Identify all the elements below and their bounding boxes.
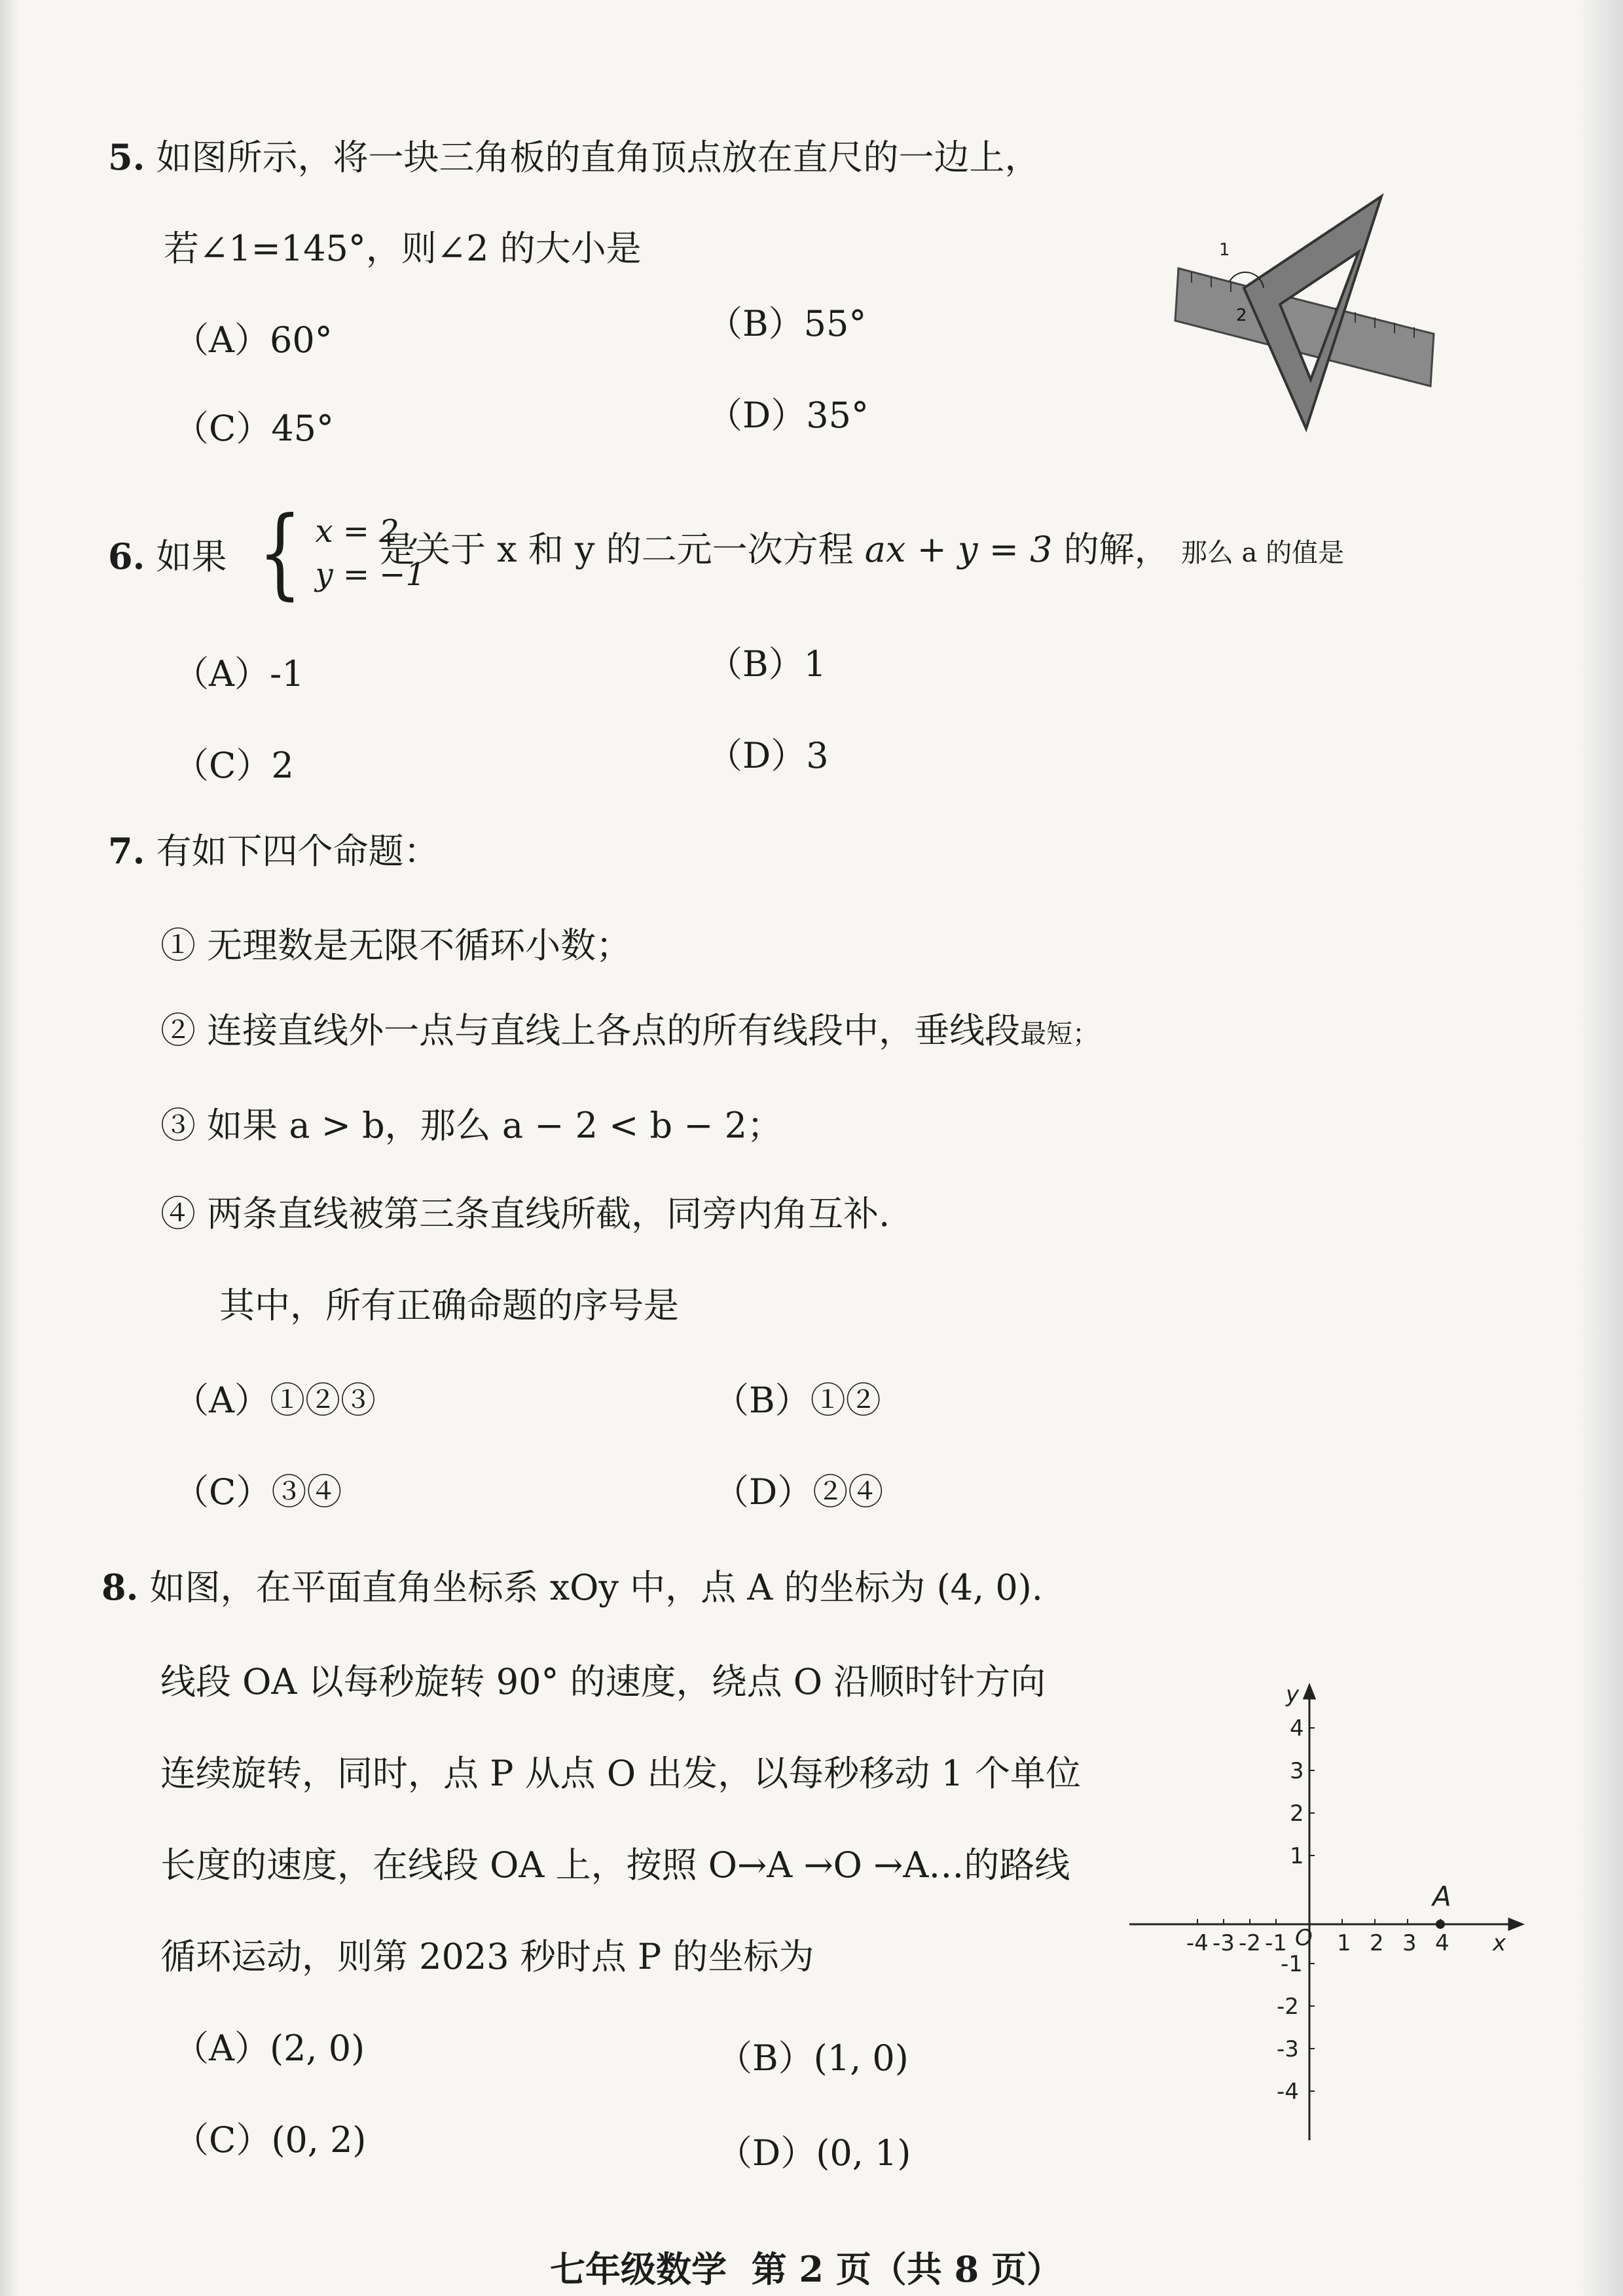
q7-stem (108, 828, 439, 874)
q6-prefix: 如果 (156, 536, 227, 577)
q7-item-1: ① 无理数是无限不循环小数； (160, 925, 632, 966)
x-tick-neg3: -3 (1213, 1930, 1235, 1956)
q8-text-1: 如图，在平面直角坐标系 xOy 中，点 A 的坐标为 (4, 0). (149, 1567, 1043, 1608)
y-axis-label: y (1286, 1681, 1300, 1708)
q6-stem (380, 527, 1344, 576)
scan-edge-right (1577, 0, 1623, 2296)
origin-label: O (1295, 1925, 1313, 1951)
q7-option-b: （B）①② (714, 1380, 881, 1421)
q7-stem-text: 有如下四个命题： (156, 831, 439, 872)
footer-page: 第 2 页（共 8 页） (751, 2248, 1062, 2290)
y-tick-3: 3 (1290, 1758, 1304, 1784)
q6-brace: { (258, 496, 302, 610)
q8-number: 8. (101, 1566, 139, 1608)
q8-line-5: 循环运动，则第 2023 秒时点 P 的坐标为 (160, 1936, 814, 1977)
y-tick-2: 2 (1290, 1801, 1304, 1827)
q5-angle2-label: 2 (1236, 306, 1247, 325)
y-axis-arrow (1304, 1685, 1315, 1698)
q6-eq1: x = 2 , (315, 513, 420, 550)
q8-option-b: （B）(1, 0) (717, 2037, 909, 2079)
x-tick-2: 2 (1370, 1930, 1384, 1956)
q6-option-b: （B）1 (707, 643, 827, 685)
q7-option-a: （A）①②③ (173, 1380, 376, 1421)
x-axis-arrow (1509, 1919, 1522, 1929)
y-tick-neg1: -1 (1281, 1951, 1303, 1977)
y-tick-neg4: -4 (1277, 2079, 1299, 2105)
q7-number: 7. (108, 830, 145, 872)
q6-option-a: （A）-1 (173, 653, 304, 694)
q6-number-line (108, 533, 227, 580)
point-a (1436, 1920, 1445, 1929)
q6-number: 6. (108, 535, 145, 577)
y-tick-4: 4 (1290, 1715, 1304, 1742)
q6-equation: ax + y = 3 (864, 529, 1053, 570)
q8-line-2: 线段 OA 以每秒旋转 90° 的速度，绕点 O 沿顺时针方向 (160, 1661, 1046, 1702)
q7-option-d: （D）②④ (714, 1471, 884, 1513)
q5-option-c: （C）45° (173, 408, 335, 449)
q7-item-2-tail: 最短； (1020, 1019, 1099, 1049)
q7-item-3: ③ 如果 a > b，那么 a − 2 < b − 2； (160, 1105, 783, 1146)
q7-item-2-text: ② 连接直线外一点与直线上各点的所有线段中，垂线段 (160, 1010, 1021, 1051)
x-tick-neg4: -4 (1186, 1930, 1209, 1956)
q5-text-1: 如图所示，将一块三角板的直角顶点放在直尺的一边上， (156, 137, 1040, 178)
q5-option-a: （A）60° (173, 319, 333, 361)
q5-option-b: （B）55° (707, 303, 867, 344)
x-axis-label: x (1493, 1930, 1506, 1956)
page-footer (550, 2242, 1062, 2292)
q8-option-a: （A）(2, 0) (173, 2028, 365, 2069)
q5-number: 5. (108, 136, 145, 178)
x-tick-neg1: -1 (1265, 1930, 1287, 1956)
y-tick-neg2: -2 (1277, 1994, 1299, 2020)
q8-option-c: （C）(0, 2) (173, 2119, 367, 2161)
x-tick-neg2: -2 (1239, 1930, 1261, 1956)
scan-edge-left (0, 0, 18, 2296)
q7-item-4: ④ 两条直线被第三条直线所截，同旁内角互补. (160, 1193, 890, 1234)
q8-option-d: （D）(0, 1) (717, 2132, 911, 2174)
q6-tail: 那么 a 的值是 (1180, 538, 1345, 568)
q5-figure (1172, 190, 1447, 452)
y-tick-neg3: -3 (1277, 2036, 1299, 2062)
q6-option-c: （C）2 (173, 745, 294, 786)
q8-line-4: 长度的速度，在线段 OA 上，按照 O→A →O →A…的路线 (160, 1844, 1070, 1886)
q7-question: 其中，所有正确命题的序号是 (219, 1285, 679, 1326)
q8-coordinate-figure (1126, 1676, 1532, 2147)
q6-eq2: y = −1 (315, 556, 426, 593)
footer-subject: 七年级数学 (550, 2248, 727, 2290)
q7-item-2 (160, 1008, 1099, 1057)
q8-line-1 (101, 1564, 1043, 1611)
x-tick-3: 3 (1402, 1930, 1417, 1956)
q8-line-3: 连续旋转，同时，点 P 从点 O 出发，以每秒移动 1 个单位 (160, 1753, 1081, 1794)
x-tick-1: 1 (1337, 1930, 1351, 1956)
q5-stem-line1 (108, 134, 1040, 181)
q6-option-d: （D）3 (707, 735, 829, 776)
q5-angle1-label: 1 (1219, 240, 1230, 260)
point-a-label: A (1432, 1880, 1451, 1912)
q6-text: 是关于 x 和 y 的二元一次方程 (380, 529, 854, 570)
q5-stem-line2: 若∠1=145°，则∠2 的大小是 (164, 228, 642, 269)
y-tick-1: 1 (1290, 1843, 1304, 1869)
x-tick-4: 4 (1435, 1930, 1450, 1956)
q5-option-d: （D）35° (707, 395, 869, 436)
q6-suffix: 的解， (1063, 529, 1170, 570)
q7-option-c: （C）③④ (173, 1471, 342, 1513)
